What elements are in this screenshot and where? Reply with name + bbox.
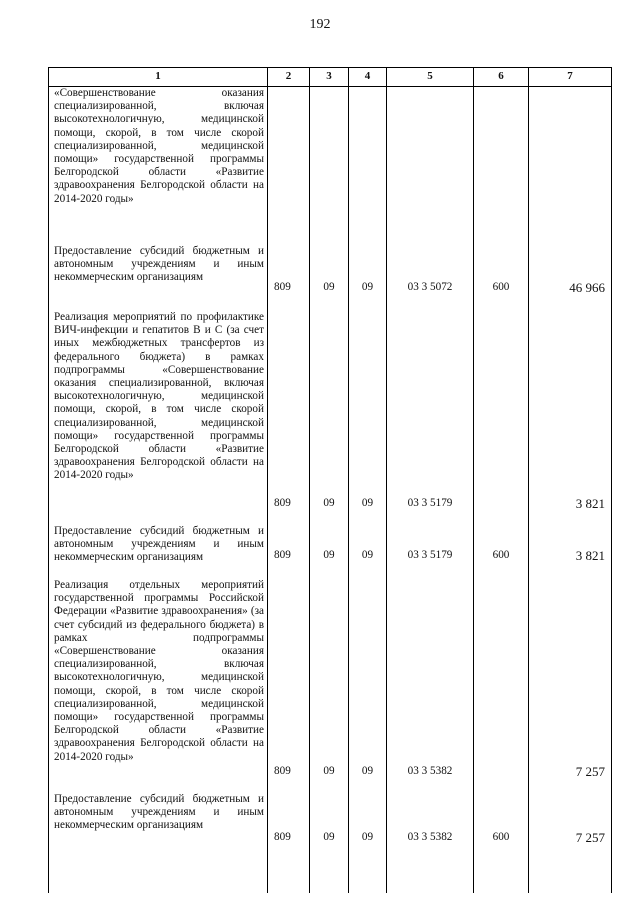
row-description: Предоставление субсидий бюджетным и автономным учреждениям и иным некоммерческим организациям xyxy=(54,245,264,284)
row-col-2: 809 xyxy=(274,830,291,843)
row-col-2: 809 xyxy=(274,280,291,293)
row-description: Реализация отдельных мероприятий государственной программы Российской Федерации «Развитие здравоохранения» (за счет субсидий из федерального бюджета) в рамках подпрограммы «Совершенствование оказания специализированной, включая высокотехнологичную, медицинской помощи, скорой, в том числе скорой специализированной, медицинской помощи» государственной программы Белгородской области «Развитие здравоохранения Белгородской области на 2014-2020 годы» xyxy=(54,579,264,763)
row-col-5: 03 3 5179 xyxy=(407,548,453,561)
row-col-7: 7 257 xyxy=(575,763,605,779)
row-col-7: 3 821 xyxy=(575,495,605,511)
row-col-7: 7 257 xyxy=(575,829,605,845)
row-col-5: 03 3 5382 xyxy=(407,764,453,777)
header-col-1: 1 xyxy=(155,70,161,83)
budget-table xyxy=(48,67,612,893)
header-col-2: 2 xyxy=(267,68,309,86)
row-col-5: 03 3 5382 xyxy=(407,830,453,843)
row-col-2: 809 xyxy=(274,496,291,509)
row-col-4: 09 xyxy=(361,548,374,561)
row-col-3: 09 xyxy=(323,496,335,509)
row-col-4: 09 xyxy=(361,280,374,293)
header-col-6: 6 xyxy=(473,68,528,86)
page-number: 192 xyxy=(309,17,331,32)
header-col-7: 7 xyxy=(528,68,611,86)
row-col-3: 09 xyxy=(323,280,335,293)
header-col-4: 4 xyxy=(348,68,386,86)
row-col-4: 09 xyxy=(361,496,374,509)
table-row xyxy=(49,245,611,297)
table-header xyxy=(49,67,611,87)
row-col-6: 600 xyxy=(492,548,510,561)
row-col-5: 03 3 5179 xyxy=(407,496,453,509)
row-col-5: 03 3 5072 xyxy=(407,280,453,293)
row-col-2: 809 xyxy=(274,548,291,561)
row-description: «Совершенствование оказания специализированной, включая высокотехнологичную, медицинской помощи, скорой, в том числе скорой специализированной, медицинской помощи» государственной программы Белгородской области «Развитие здравоохранения Белгородской области на 2014-2020 годы» xyxy=(54,87,264,205)
row-description: Предоставление субсидий бюджетным и автономным учреждениям и иным некоммерческим организациям xyxy=(54,793,264,832)
row-col-7: 3 821 xyxy=(575,547,605,563)
row-col-2: 809 xyxy=(274,764,291,777)
table-row xyxy=(49,297,611,513)
table-continuation xyxy=(49,847,611,893)
table-row xyxy=(49,87,611,245)
row-description: Реализация мероприятий по профилактике ВИЧ-инфекции и гепатитов В и С (за счет иных межбюджетных трансфертов из федерального бюджета) в рамках подпрограммы «Совершенствование оказания специализированной, включая высокотехнологичную, медицинской помощи, скорой, в том числе скорой специализированной, медицинской помощи» государственной программы Белгородской области «Развитие здравоохранения Белгородской области на 2014-2020 годы» xyxy=(54,311,264,482)
row-col-4: 09 xyxy=(361,830,374,843)
row-col-6: 600 xyxy=(492,280,510,293)
row-col-3: 09 xyxy=(323,830,335,843)
row-description: Предоставление субсидий бюджетным и автономным учреждениям и иным некоммерческим организациям xyxy=(54,525,264,564)
header-col-3: 3 xyxy=(309,68,348,86)
header-col-5: 5 xyxy=(386,68,473,86)
row-col-7: 46 966 xyxy=(569,279,605,295)
table-row xyxy=(49,565,611,781)
row-col-6: 600 xyxy=(492,830,510,843)
table-row xyxy=(49,513,611,565)
row-col-4: 09 xyxy=(361,764,374,777)
row-col-3: 09 xyxy=(323,764,335,777)
table-row xyxy=(49,781,611,847)
row-col-3: 09 xyxy=(323,548,335,561)
